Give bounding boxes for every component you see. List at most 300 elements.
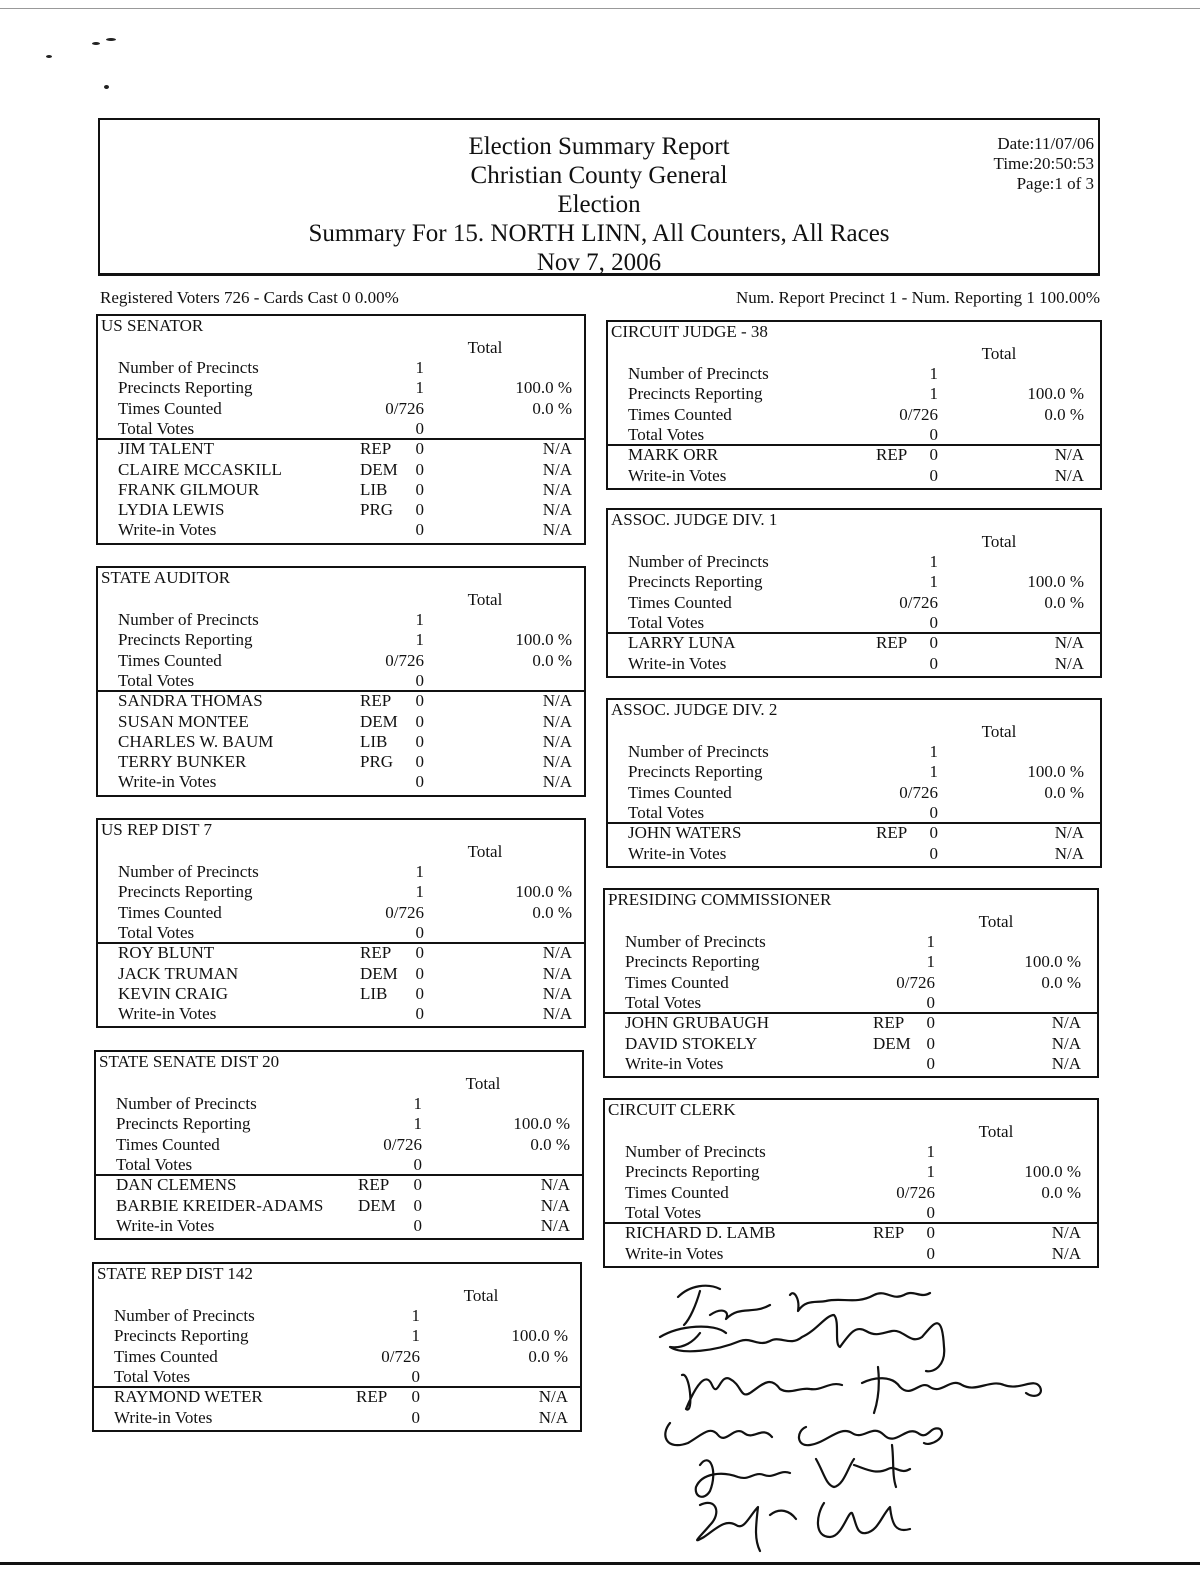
stat-value: 1 [413, 1094, 422, 1113]
times-counted-row [608, 405, 1100, 425]
stat-value: 0 [415, 670, 424, 690]
candidate-votes: 0 [415, 479, 424, 499]
times-counted-row [98, 651, 584, 671]
candidate-party: REP [360, 943, 392, 963]
candidate-percent: N/A [1051, 1013, 1081, 1033]
candidate-row [98, 500, 584, 520]
total-column-header: Total [981, 344, 1017, 363]
stat-label: Times Counted [118, 650, 222, 670]
candidate-percent: N/A [542, 500, 572, 520]
candidate-name: Write-in Votes [628, 843, 727, 863]
candidate-votes: 0 [926, 1223, 935, 1243]
stat-value: 1 [929, 572, 938, 592]
race-title: CIRCUIT JUDGE - 38 [611, 322, 768, 341]
stat-percent: 100.0 % [1024, 1162, 1081, 1182]
stat-label: Number of Precincts [628, 742, 769, 761]
candidate-votes: 0 [415, 1004, 424, 1024]
candidate-votes: 0 [415, 772, 424, 792]
stat-percent: 100.0 % [515, 882, 572, 902]
stat-value: 1 [415, 610, 424, 629]
stat-label: Number of Precincts [118, 358, 259, 377]
scan-speck [46, 55, 52, 58]
stat-label: Times Counted [628, 782, 732, 802]
candidate-party: DEM [358, 1195, 396, 1215]
stat-value: 0/726 [385, 902, 424, 922]
total-votes-row [608, 613, 1100, 633]
report-time: Time:20:50:53 [993, 154, 1094, 173]
times-counted-row [94, 1347, 580, 1367]
candidate-votes: 0 [929, 653, 938, 673]
number-of-precincts-row [98, 862, 584, 882]
times-counted-row [98, 903, 584, 923]
stat-label: Total Votes [118, 922, 195, 942]
candidate-name: DAVID STOKELY [625, 1033, 758, 1053]
candidate-name: Write-in Votes [625, 1053, 724, 1073]
stat-value: 1 [411, 1306, 420, 1325]
candidate-row [98, 752, 584, 772]
stat-value: 0 [413, 1154, 422, 1174]
candidate-name: LARRY LUNA [628, 633, 736, 653]
precincts-reporting-row [94, 1326, 580, 1346]
stat-label: Number of Precincts [625, 932, 766, 951]
times-counted-row [605, 973, 1097, 993]
precincts-reporting-row [608, 762, 1100, 782]
race-box [92, 1262, 582, 1432]
number-of-precincts-row [608, 364, 1100, 384]
title-line: Election [557, 191, 641, 218]
stat-percent: 100.0 % [1024, 952, 1081, 972]
race-box [96, 566, 586, 797]
candidate-name: MARK ORR [628, 445, 719, 465]
scan-speck [106, 38, 116, 41]
stat-label: Precincts Reporting [625, 952, 760, 972]
stat-percent: 0.0 % [1044, 404, 1084, 424]
stat-value: 1 [926, 952, 935, 972]
candidate-row [608, 466, 1100, 486]
stat-percent: 100.0 % [1027, 572, 1084, 592]
stat-label: Total Votes [628, 424, 705, 444]
candidate-row [98, 772, 584, 792]
total-column-header: Total [467, 590, 503, 609]
candidate-percent: N/A [1051, 1223, 1081, 1243]
candidate-row [98, 732, 584, 752]
candidate-percent: N/A [542, 711, 572, 731]
number-of-precincts-row [96, 1094, 582, 1114]
candidate-party: DEM [360, 963, 398, 983]
candidate-row [98, 480, 584, 500]
candidate-votes: 0 [415, 459, 424, 479]
stat-percent: 0.0 % [1044, 592, 1084, 612]
stat-value: 0/726 [383, 1134, 422, 1154]
stat-label: Precincts Reporting [625, 1162, 760, 1182]
candidate-name: RAYMOND WETER [114, 1387, 263, 1407]
candidate-name: Write-in Votes [118, 1004, 217, 1024]
candidate-row [605, 1244, 1097, 1264]
candidate-name: Write-in Votes [625, 1243, 724, 1263]
stat-label: Precincts Reporting [116, 1114, 251, 1134]
candidate-name: KEVIN CRAIG [118, 983, 229, 1003]
candidate-name: Write-in Votes [118, 772, 217, 792]
stat-value: 0 [926, 1202, 935, 1222]
candidate-percent: N/A [1054, 823, 1084, 843]
stat-value: 0 [929, 802, 938, 822]
stat-label: Number of Precincts [628, 364, 769, 383]
stat-label: Number of Precincts [118, 862, 259, 881]
number-of-precincts-row [605, 932, 1097, 952]
candidate-votes: 0 [926, 1053, 935, 1073]
candidate-name: DAN CLEMENS [116, 1175, 237, 1195]
candidate-name: Write-in Votes [116, 1215, 215, 1235]
race-box [96, 314, 586, 545]
stat-label: Number of Precincts [625, 1142, 766, 1161]
stat-value: 1 [926, 1162, 935, 1182]
stat-value: 1 [413, 1114, 422, 1134]
stat-label: Precincts Reporting [628, 762, 763, 782]
candidate-name: SUSAN MONTEE [118, 711, 249, 731]
total-column-header: Total [467, 338, 503, 357]
stat-percent: 0.0 % [532, 902, 572, 922]
precincts-reporting-row [96, 1114, 582, 1134]
stat-percent: 100.0 % [511, 1326, 568, 1346]
candidate-row [94, 1408, 580, 1428]
candidate-percent: N/A [542, 439, 572, 459]
candidate-votes: 0 [411, 1407, 420, 1427]
stat-percent: 100.0 % [1027, 384, 1084, 404]
candidate-votes: 0 [929, 465, 938, 485]
stat-label: Total Votes [114, 1366, 191, 1386]
scan-speck [104, 85, 109, 89]
candidate-row [98, 1004, 584, 1024]
total-votes-row [608, 425, 1100, 445]
total-votes-row [98, 923, 584, 943]
candidate-name: JIM TALENT [118, 439, 215, 459]
race-box [94, 1050, 584, 1240]
candidate-name: Write-in Votes [118, 520, 217, 540]
candidate-percent: N/A [538, 1387, 568, 1407]
stat-label: Times Counted [625, 1182, 729, 1202]
race-title: STATE SENATE DIST 20 [99, 1052, 280, 1071]
candidate-votes: 0 [413, 1195, 422, 1215]
candidate-percent: N/A [1054, 653, 1084, 673]
stat-value: 0/726 [896, 972, 935, 992]
race-box [606, 320, 1102, 490]
stat-label: Total Votes [118, 418, 195, 438]
race-title: US SENATOR [101, 316, 204, 335]
total-votes-row [94, 1367, 580, 1387]
candidate-percent: N/A [542, 772, 572, 792]
candidate-percent: N/A [542, 691, 572, 711]
report-page: Page:1 of 3 [1016, 174, 1094, 193]
stat-value: 1 [929, 742, 938, 761]
candidate-name: ROY BLUNT [118, 943, 215, 963]
candidate-row [608, 823, 1100, 843]
candidate-party: REP [360, 439, 392, 459]
stat-value: 1 [926, 932, 935, 951]
candidate-party: PRG [360, 500, 394, 520]
stat-label: Times Counted [114, 1346, 218, 1366]
handwritten-signatures-icon [630, 1275, 1080, 1555]
stat-value: 1 [929, 364, 938, 383]
stat-label: Number of Precincts [114, 1306, 255, 1325]
stat-percent: 0.0 % [1041, 1182, 1081, 1202]
candidate-percent: N/A [1051, 1243, 1081, 1263]
stat-label: Times Counted [628, 592, 732, 612]
candidate-name: RICHARD D. LAMB [625, 1223, 776, 1243]
candidate-row [605, 1034, 1097, 1054]
candidate-party: DEM [360, 459, 398, 479]
stat-value: 0/726 [899, 404, 938, 424]
precincts-reporting-row [98, 378, 584, 398]
candidate-percent: N/A [540, 1215, 570, 1235]
times-counted-row [98, 399, 584, 419]
candidate-row [605, 1223, 1097, 1243]
precincts-reporting-row [605, 952, 1097, 972]
race-box [96, 818, 586, 1028]
candidate-name: Write-in Votes [628, 465, 727, 485]
total-column-header: Total [978, 1122, 1014, 1141]
precincts-reporting-row [98, 630, 584, 650]
candidate-party: REP [873, 1013, 905, 1033]
candidate-party: DEM [360, 711, 398, 731]
stat-percent: 0.0 % [532, 398, 572, 418]
stat-value: 1 [415, 358, 424, 377]
race-box [603, 1098, 1099, 1268]
candidate-row [605, 1054, 1097, 1074]
stat-value: 0 [926, 992, 935, 1012]
candidate-votes: 0 [415, 691, 424, 711]
candidate-party: LIB [360, 983, 388, 1003]
candidate-party: LIB [360, 731, 388, 751]
report-header [98, 118, 1100, 276]
candidate-percent: N/A [542, 963, 572, 983]
stat-label: Total Votes [628, 612, 705, 632]
candidate-votes: 0 [415, 943, 424, 963]
candidate-percent: N/A [542, 752, 572, 772]
stat-percent: 0.0 % [1041, 972, 1081, 992]
stat-label: Precincts Reporting [114, 1326, 249, 1346]
candidate-name: CLAIRE MCCASKILL [118, 459, 282, 479]
total-votes-row [605, 993, 1097, 1013]
stat-value: 0 [415, 922, 424, 942]
candidate-row [608, 633, 1100, 653]
candidate-name: JOHN WATERS [628, 823, 742, 843]
candidate-name: SANDRA THOMAS [118, 691, 263, 711]
stat-label: Total Votes [625, 992, 702, 1012]
candidate-party: REP [360, 691, 392, 711]
stat-label: Times Counted [118, 398, 222, 418]
stat-percent: 100.0 % [1027, 762, 1084, 782]
stat-value: 0/726 [385, 398, 424, 418]
number-of-precincts-row [608, 552, 1100, 572]
race-box [606, 698, 1102, 868]
race-box [603, 888, 1099, 1078]
candidate-percent: N/A [542, 520, 572, 540]
candidate-row [96, 1216, 582, 1236]
candidate-party: LIB [360, 479, 388, 499]
title-line: Election Summary Report [468, 133, 730, 160]
scan-speck [92, 42, 100, 45]
total-column-header: Total [981, 532, 1017, 551]
stat-label: Number of Precincts [116, 1094, 257, 1113]
stat-label: Times Counted [628, 404, 732, 424]
candidate-row [608, 844, 1100, 864]
candidate-votes: 0 [929, 633, 938, 653]
total-column-header: Total [465, 1074, 501, 1093]
candidate-votes: 0 [415, 711, 424, 731]
stat-label: Total Votes [628, 802, 705, 822]
times-counted-row [605, 1183, 1097, 1203]
scan-edge-top [0, 8, 1200, 9]
candidate-name: LYDIA LEWIS [118, 500, 225, 520]
candidate-name: Write-in Votes [114, 1407, 213, 1427]
stat-label: Number of Precincts [118, 610, 259, 629]
stat-value: 0 [415, 418, 424, 438]
candidate-votes: 0 [415, 963, 424, 983]
candidate-name: BARBIE KREIDER-ADAMS [116, 1195, 324, 1215]
total-votes-row [605, 1203, 1097, 1223]
title-line: Christian County General [470, 162, 728, 189]
times-counted-row [608, 593, 1100, 613]
candidate-votes: 0 [413, 1175, 422, 1195]
candidate-name: TERRY BUNKER [118, 752, 247, 772]
candidate-votes: 0 [415, 731, 424, 751]
candidate-row [608, 654, 1100, 674]
stat-label: Precincts Reporting [628, 572, 763, 592]
race-title: ASSOC. JUDGE DIV. 1 [611, 510, 778, 529]
candidate-row [96, 1196, 582, 1216]
candidate-votes: 0 [926, 1033, 935, 1053]
candidate-percent: N/A [1051, 1053, 1081, 1073]
total-column-header: Total [467, 842, 503, 861]
title-line: Summary For 15. NORTH LINN, All Counters, All Races [308, 220, 890, 247]
stat-value: 1 [929, 762, 938, 782]
stat-label: Precincts Reporting [628, 384, 763, 404]
number-of-precincts-row [605, 1142, 1097, 1162]
race-title: US REP DIST 7 [101, 820, 212, 839]
stat-label: Times Counted [118, 902, 222, 922]
total-votes-row [98, 671, 584, 691]
precincts-reporting-row [608, 384, 1100, 404]
candidate-name: JOHN GRUBAUGH [625, 1013, 770, 1033]
candidate-row [96, 1175, 582, 1195]
stat-value: 1 [415, 630, 424, 650]
scan-edge-bottom [0, 1562, 1200, 1565]
total-votes-row [98, 419, 584, 439]
candidate-votes: 0 [413, 1215, 422, 1235]
candidate-row [98, 691, 584, 711]
candidate-row [98, 943, 584, 963]
stat-label: Precincts Reporting [118, 882, 253, 902]
stat-value: 0/726 [899, 782, 938, 802]
stat-value: 1 [411, 1326, 420, 1346]
stat-percent: 100.0 % [513, 1114, 570, 1134]
candidate-row [605, 1013, 1097, 1033]
total-column-header: Total [978, 912, 1014, 931]
stat-percent: 0.0 % [530, 1134, 570, 1154]
candidate-row [98, 439, 584, 459]
times-counted-row [96, 1135, 582, 1155]
candidate-percent: N/A [1051, 1033, 1081, 1053]
candidate-votes: 0 [415, 439, 424, 459]
candidate-party: REP [876, 445, 908, 465]
number-of-precincts-row [94, 1306, 580, 1326]
candidate-party: DEM [873, 1033, 911, 1053]
candidate-percent: N/A [540, 1195, 570, 1215]
candidate-votes: 0 [415, 752, 424, 772]
total-column-header: Total [463, 1286, 499, 1305]
precincts-reporting-row [605, 1162, 1097, 1182]
candidate-percent: N/A [1054, 633, 1084, 653]
candidate-row [94, 1387, 580, 1407]
stat-percent: 100.0 % [515, 378, 572, 398]
precincts-reporting-row [98, 882, 584, 902]
stat-label: Total Votes [116, 1154, 193, 1174]
report-date: Date:11/07/06 [997, 134, 1094, 153]
total-column-header: Total [981, 722, 1017, 741]
candidate-votes: 0 [929, 823, 938, 843]
stat-label: Precincts Reporting [118, 378, 253, 398]
candidate-row [98, 712, 584, 732]
candidate-row [98, 520, 584, 540]
candidate-percent: N/A [1054, 445, 1084, 465]
candidate-party: REP [356, 1387, 388, 1407]
stat-value: 1 [926, 1142, 935, 1161]
number-of-precincts-row [98, 358, 584, 378]
stat-value: 0/726 [385, 650, 424, 670]
stat-value: 0 [929, 424, 938, 444]
candidate-name: FRANK GILMOUR [118, 479, 260, 499]
report-title [100, 132, 1098, 277]
stat-percent: 0.0 % [528, 1346, 568, 1366]
registered-voters-summary: Registered Voters 726 - Cards Cast 0 0.00% [100, 288, 399, 307]
candidate-row [98, 984, 584, 1004]
stat-percent: 100.0 % [515, 630, 572, 650]
stat-label: Precincts Reporting [118, 630, 253, 650]
candidate-votes: 0 [411, 1387, 420, 1407]
stat-value: 0 [411, 1366, 420, 1386]
candidate-party: REP [876, 823, 908, 843]
candidate-party: REP [873, 1223, 905, 1243]
stat-value: 0/726 [381, 1346, 420, 1366]
candidate-party: REP [876, 633, 908, 653]
candidate-percent: N/A [542, 1004, 572, 1024]
candidate-name: CHARLES W. BAUM [118, 731, 274, 751]
candidate-percent: N/A [542, 459, 572, 479]
candidate-votes: 0 [929, 445, 938, 465]
total-votes-row [608, 803, 1100, 823]
stat-percent: 0.0 % [1044, 782, 1084, 802]
candidate-votes: 0 [415, 500, 424, 520]
stat-label: Times Counted [625, 972, 729, 992]
candidate-name: JACK TRUMAN [118, 963, 239, 983]
times-counted-row [608, 783, 1100, 803]
race-box [606, 508, 1102, 678]
stat-value: 0 [929, 612, 938, 632]
candidate-percent: N/A [540, 1175, 570, 1195]
race-title: PRESIDING COMMISSIONER [608, 890, 832, 909]
candidate-percent: N/A [1054, 843, 1084, 863]
race-title: STATE AUDITOR [101, 568, 231, 587]
candidate-name: Write-in Votes [628, 653, 727, 673]
candidate-percent: N/A [1054, 465, 1084, 485]
stat-value: 0/726 [899, 592, 938, 612]
precincts-reporting-row [608, 572, 1100, 592]
candidate-percent: N/A [542, 731, 572, 751]
candidate-party: REP [358, 1175, 390, 1195]
report-meta [994, 134, 1094, 194]
precinct-reporting-summary: Num. Report Precinct 1 - Num. Reporting 1 100.00% [735, 288, 1100, 307]
stat-percent: 0.0 % [532, 650, 572, 670]
